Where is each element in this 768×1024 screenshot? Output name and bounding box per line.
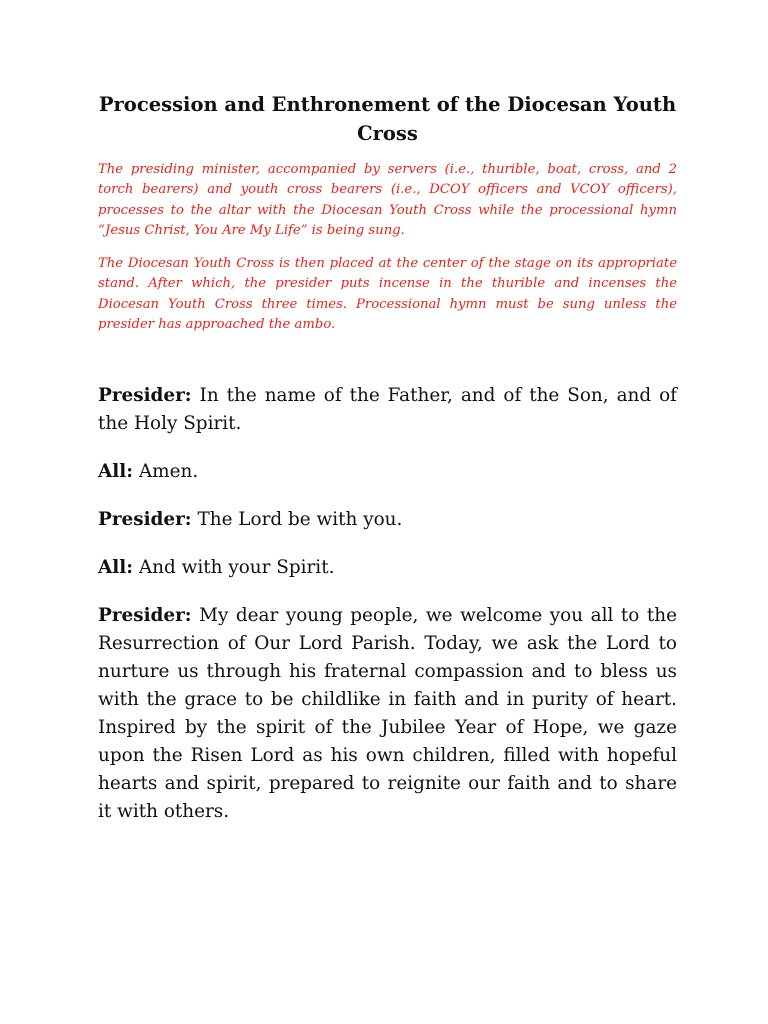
dialogue-line bbox=[98, 554, 677, 582]
speaker-label: Presider: bbox=[98, 385, 192, 407]
rubric-procession: The presiding minister, accompanied by servers (i.e., thurible, boat, cross, and 2 torch bearers) and youth cross bearers (i.e., DCOY officers and VCOY officers), processes to the altar with the Diocesan Youth Cross while the processional hymn “Jesus Christ, You Are My Life” is being sung. bbox=[98, 162, 677, 238]
dialogue-text: My dear young people, we welcome you all to the Resurrection of Our Lord Parish. Today, we ask the Lord to nurture us through his fraternal compassion and to bless us with the grace to be childlike in faith and in purity of heart. Inspired by the spirit of the Jubilee Year of Hope, we gaze upon the Risen Lord as his own children, filled with hopeful hearts and spirit, prepared to reignite our faith and to share it with others. bbox=[98, 605, 677, 823]
dialogue-text: And with your Spirit. bbox=[133, 557, 335, 579]
dialogue-line bbox=[98, 458, 677, 486]
dialogue-text: The Lord be with you. bbox=[191, 509, 403, 531]
dialogue-text: Amen. bbox=[133, 461, 199, 483]
speaker-label: All: bbox=[98, 461, 134, 483]
document-page bbox=[98, 90, 677, 846]
rubric-enthronement: The Diocesan Youth Cross is then placed at the center of the stage on its appropriate stand. After which, the presider puts incense in the thurible and incenses the Diocesan Youth Cross three times. Processional hymn must be sung unless the presider has approached the ambo. bbox=[98, 256, 677, 333]
speaker-label: Presider: bbox=[98, 605, 192, 627]
dialogue-line bbox=[98, 382, 677, 438]
document-title: Procession and Enthronement of the Diocesan Youth Cross bbox=[98, 93, 677, 145]
speaker-label: All: bbox=[98, 557, 134, 579]
dialogue-section bbox=[98, 382, 677, 826]
speaker-label: Presider: bbox=[98, 509, 192, 531]
dialogue-line bbox=[98, 602, 677, 826]
dialogue-line bbox=[98, 506, 677, 534]
dialogue-text: In the name of the Father, and of the Son, and of the Holy Spirit. bbox=[98, 385, 677, 435]
